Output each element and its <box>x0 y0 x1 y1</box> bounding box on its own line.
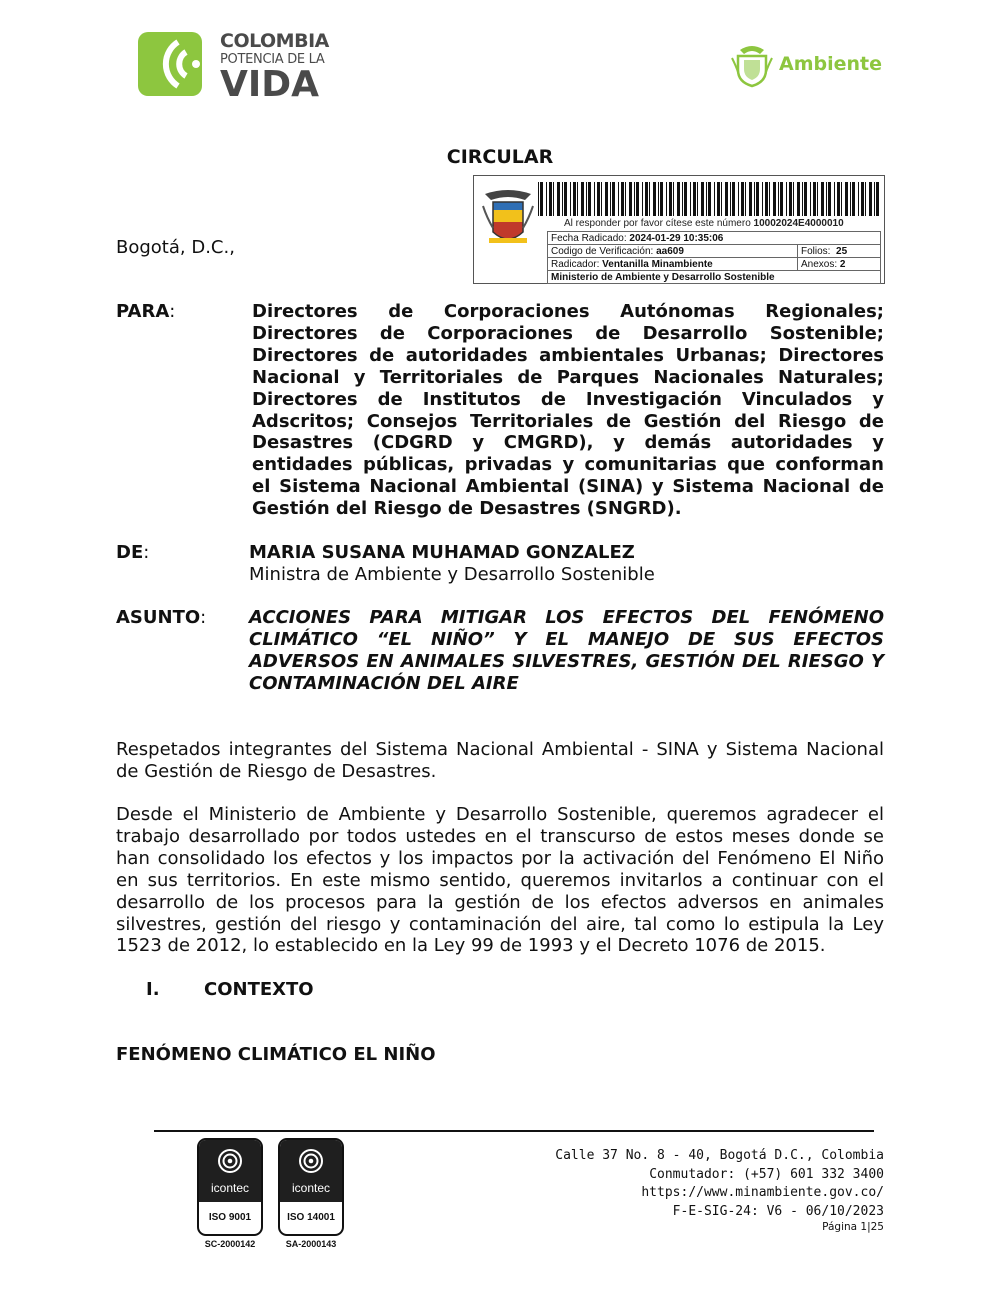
cert-brand: icontec <box>291 1181 331 1195</box>
radicado-row-fecha <box>548 232 881 245</box>
footer-contact <box>555 1147 884 1233</box>
fecha-label: Fecha Radicado: <box>551 232 627 244</box>
radicado-number: 10002024E4000010 <box>753 218 844 229</box>
logo-line-colombia: COLOMBIA <box>220 30 329 52</box>
colombia-potencia-de-la-vida-logo <box>138 30 329 105</box>
radicado-row-radicador <box>548 258 881 271</box>
asunto-label-text: ASUNTO <box>116 607 201 628</box>
page-number: Página 1|25 <box>822 1221 884 1233</box>
cert-code: SC-2000142 <box>204 1239 256 1249</box>
colombia-coat-of-arms-icon <box>479 188 537 250</box>
section-number: I. <box>146 979 160 1000</box>
document-title: CIRCULAR <box>446 146 554 168</box>
radicado-row-codigo <box>548 245 881 258</box>
ambiente-label: Ambiente <box>779 53 882 75</box>
folios-label: Folios: <box>801 245 831 257</box>
de-colon: : <box>143 542 150 563</box>
asunto-colon: : <box>200 607 207 628</box>
icontec-logo-icon <box>217 1148 243 1174</box>
codigo-value: aa609 <box>656 245 684 257</box>
icontec-iso9001-badge <box>197 1138 263 1251</box>
radicado-note-prefix: Al responder por favor cítese este número <box>564 218 751 229</box>
para-recipients: Directores de Corporaciones Autónomas Regionales; Directores de Corporaciones de Desarrollo Sostenible; Directores de autoridades ambientales Urbanas; Directores Nacional y Territoriales de Parques Nacionales Naturales; Directores de Institutos de Investigación Vinculados y Adscritos; Consejos Territoriales de Gestión del Riesgo de Desastres (CDGRD y CMGRD), y demás autoridades y entidades públicas, privadas y comunitarias que conforman el Sistema Nacional Ambiental (SINA) y Sistema Nacional de Gestión del Riesgo de Desastres (SNGRD). <box>252 301 884 520</box>
entidad-value: Ministerio de Ambiente y Desarrollo Sostenible <box>551 271 775 283</box>
footer-address: Calle 37 No. 8 - 40, Bogotá D.C., Colombia <box>555 1148 884 1163</box>
cert-iso: ISO 14001 <box>287 1212 335 1223</box>
icontec-iso14001-badge <box>278 1138 344 1251</box>
place-date: Bogotá, D.C., <box>116 237 235 258</box>
para-label <box>116 301 175 323</box>
para-colon: : <box>169 301 176 322</box>
cert-code: SA-2000143 <box>285 1239 337 1249</box>
anexos-label: Anexos: <box>801 258 838 270</box>
icontec-logo-icon <box>298 1148 324 1174</box>
cert-iso: ISO 9001 <box>208 1212 252 1223</box>
radicado-row-entidad <box>548 271 881 284</box>
radicado-stamp <box>473 175 885 284</box>
national-coat-of-arms-icon <box>730 42 774 88</box>
sender-name: MARIA SUSANA MUHAMAD GONZALEZ <box>249 542 635 563</box>
folios-value: 25 <box>836 245 848 257</box>
de-label <box>116 542 149 564</box>
radicador-value: Ventanilla Minambiente <box>602 258 713 270</box>
codigo-label: Codigo de Verificación: <box>551 245 654 257</box>
body-paragraph-1: Desde el Ministerio de Ambiente y Desarrollo Sostenible, queremos agradecer el trabajo desarrollado por todos ustedes en el transcurso de estos meses donde se han consolidado los efectos y los impactos por la activación del Fenómeno El Niño en sus territorios. En este mismo sentido, queremos invitarlos a continuar con el desarrollo de los procesos para la gestión de los efectos adversos en animales silvestres, gestión del riesgo y contaminación del aire, tal como lo estipula la Ley 1523 de 2012, lo establecido en la Ley 99 de 1993 y el Decreto 1076 de 2015. <box>116 804 884 957</box>
logo-line-potencia: POTENCIA DE LA <box>220 52 325 67</box>
footer-url[interactable]: https://www.minambiente.gov.co/ <box>641 1185 884 1200</box>
cert-brand: icontec <box>210 1181 250 1195</box>
barcode-icon <box>538 182 880 216</box>
footer-divider <box>154 1130 874 1132</box>
fecha-value: 2024-01-29 10:35:06 <box>629 232 724 244</box>
subheading: FENÓMENO CLIMÁTICO EL NIÑO <box>116 1044 436 1065</box>
footer-phone: Conmutador: (+57) 601 332 3400 <box>649 1166 884 1182</box>
radicado-note <box>564 218 844 229</box>
de-label-text: DE <box>116 542 144 563</box>
asunto-text: ACCIONES PARA MITIGAR LOS EFECTOS DEL FENÓMENO CLIMÁTICO “EL NIÑO” Y EL MANEJO DE SUS EFECTOS ADVERSOS EN ANIMALES SILVESTRES, GESTIÓN DEL RIESGO Y CONTAMINACIÓN DEL AIRE <box>249 607 884 694</box>
section-title: CONTEXTO <box>204 979 314 1000</box>
asunto-label <box>116 607 206 629</box>
radicador-label: Radicador: <box>551 258 600 270</box>
colombia-vida-mark-icon <box>138 32 202 96</box>
ambiente-logo <box>730 42 880 88</box>
footer-form-code: F-E-SIG-24: V6 - 06/10/2023 <box>672 1203 884 1219</box>
radicado-table <box>547 231 881 284</box>
anexos-value: 2 <box>839 258 846 270</box>
logo-line-vida: VIDA <box>220 64 319 105</box>
greeting-paragraph: Respetados integrantes del Sistema Nacional Ambiental - SINA y Sistema Nacional de Gestión de Riesgo de Desastres. <box>116 739 884 782</box>
sender-role: Ministra de Ambiente y Desarrollo Sostenible <box>249 564 655 585</box>
para-label-text: PARA <box>116 301 170 322</box>
